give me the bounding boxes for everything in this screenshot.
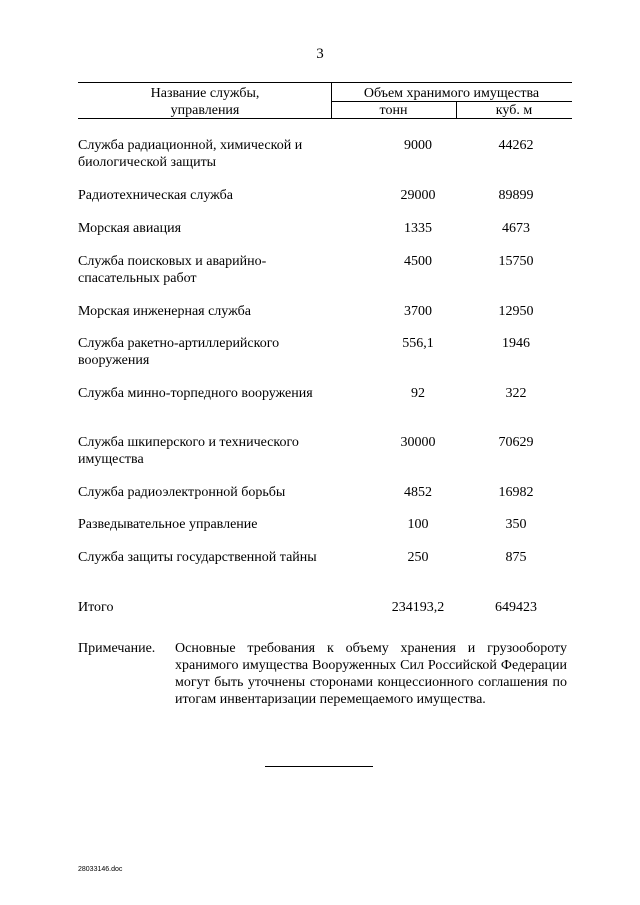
service-name: Служба поисковых и аварийно-спасательных работ: [78, 254, 267, 286]
service-name: Морская инженерная служба: [78, 304, 251, 319]
tons-value: 9000: [404, 138, 432, 153]
tons-value: 250: [407, 550, 429, 565]
cubic-value: 89899: [498, 188, 534, 203]
cubic-value: 1946: [502, 336, 530, 351]
tons-value: 29000: [400, 188, 436, 203]
cubic-value: 70629: [498, 435, 534, 450]
end-of-document-rule: [265, 766, 373, 767]
service-name: Служба шкиперского и технического имущества: [78, 435, 299, 467]
header-volume: Объем хранимого имущества: [363, 86, 540, 101]
note-text: Основные требования к объему хранения и грузообороту хранимого имущества Вооруженных Сил Российской Федерации могут быть уточнены сторонами концессионного соглашения по итогам инвентаризации перемещаемого имущества.: [175, 641, 567, 707]
cubic-value: 44262: [498, 138, 534, 153]
cubic-value: 15750: [498, 254, 534, 269]
tons-value: 92: [411, 386, 425, 401]
header-tons: тонн: [379, 103, 408, 118]
page-number: 3: [316, 46, 324, 62]
tons-value: 556,1: [402, 336, 434, 351]
cubic-value: 322: [505, 386, 527, 401]
cubic-value: 4673: [502, 221, 530, 236]
service-name: Разведывательное управление: [78, 517, 258, 532]
cubic-value: 875: [505, 550, 527, 565]
header-service-name: Название службы, управления: [150, 86, 260, 118]
service-name: Служба минно-торпедного вооружения: [78, 386, 313, 401]
total-cubic-value: 649423: [495, 600, 537, 615]
service-name: Служба защиты государственной тайны: [78, 550, 317, 565]
table-top-rule: [78, 82, 572, 83]
tons-value: 4852: [404, 485, 432, 500]
service-name: Морская авиация: [78, 221, 182, 236]
service-name: Служба радиоэлектронной борьбы: [78, 485, 286, 500]
cubic-value: 12950: [498, 304, 534, 319]
cubic-value: 350: [505, 517, 527, 532]
footer-filename: 28033146.doc: [78, 866, 123, 873]
tons-value: 30000: [400, 435, 436, 450]
tons-value: 4500: [404, 254, 432, 269]
total-tons-value: 234193,2: [391, 600, 445, 615]
note-label: Примечание.: [78, 641, 156, 656]
cubic-value: 16982: [498, 485, 534, 500]
tons-value: 3700: [404, 304, 432, 319]
tons-value: 1335: [404, 221, 432, 236]
tons-value: 100: [407, 517, 429, 532]
header-cubic-meters: куб. м: [495, 103, 533, 118]
service-name: Служба ракетно-артиллерийского вооружения: [78, 336, 280, 368]
service-name: Радиотехническая служба: [78, 188, 233, 203]
total-label: Итого: [78, 600, 114, 615]
service-name: Служба радиационной, химической и биологической защиты: [78, 138, 303, 170]
